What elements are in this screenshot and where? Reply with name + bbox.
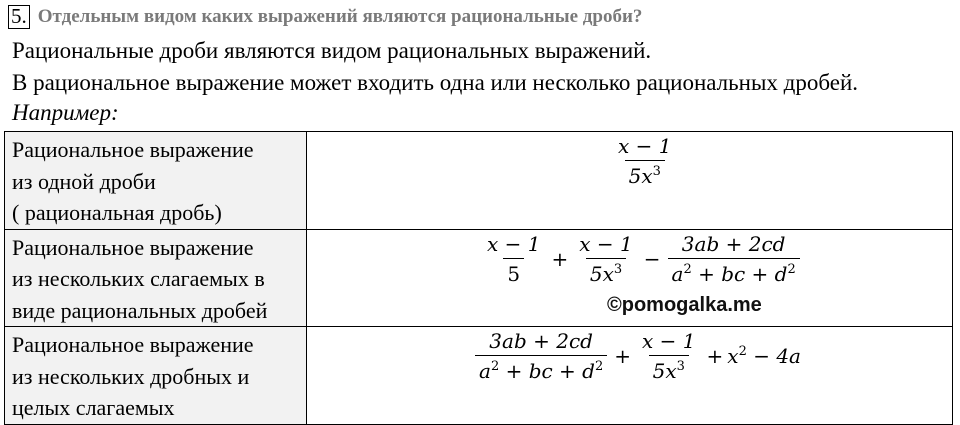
row-expression-cell <box>307 229 953 327</box>
row-label <box>5 229 307 327</box>
example-label: Например: <box>12 100 119 125</box>
integer-term: $x^2 - 4a$ <box>727 344 801 368</box>
label-line: виде рациональных дробей <box>12 297 268 323</box>
question-number: 5. <box>8 5 30 29</box>
question-text: Отдельным видом каких выражений являются рациональные дроби? <box>37 6 643 27</box>
label-line: из нескольких слагаемых в <box>12 266 265 291</box>
label-line: ( рациональная дробь) <box>12 200 222 225</box>
table-row <box>5 327 953 425</box>
row-label <box>5 327 307 425</box>
row-label <box>5 132 307 230</box>
fraction: $\frac{x - 1}{5x^3}$ <box>642 329 696 383</box>
paragraph-2: В рациональное выражение может входить одна или несколько рациональных дробей. <box>12 70 859 95</box>
mixed-expression: $\frac{3ab + 2cd}{a^2 + bc + d^2}$ + $\frac{x - 1}{5x^3}$ + $x^2 - 4a$ <box>472 329 801 383</box>
label-line: из одной дроби <box>12 168 156 194</box>
label-line: Рациональное выражение <box>12 234 254 260</box>
row-expression-cell <box>307 327 953 425</box>
fraction: $\frac{x - 1}{5x^3}$ <box>618 134 672 188</box>
fraction: $\frac{3ab + 2cd}{a^2 + bc + d^2}$ <box>668 232 800 286</box>
single-fraction-expression <box>611 134 678 188</box>
sum-of-fractions-expression: $\frac{x - 1}{5}$ + $\frac{x - 1}{5x^3}$ − $\frac{3ab + 2cd}{a^2 + bc + d^2}$ <box>480 232 803 286</box>
fraction: $\frac{3ab + 2cd}{a^2 + bc + d^2}$ <box>475 329 607 383</box>
row-expression-cell <box>307 132 953 230</box>
label-line: Рациональное выражение <box>12 137 254 162</box>
label-line: Рациональное выражение <box>12 332 254 357</box>
label-line: целых слагаемых <box>12 395 175 420</box>
label-line: из нескольких дробных и <box>12 363 250 389</box>
fraction: $\frac{x - 1}{5x^3}$ <box>579 231 633 286</box>
watermark: ©pomogalka.me <box>607 293 762 316</box>
examples-table <box>4 131 953 425</box>
question-heading <box>8 4 642 30</box>
paragraph-1: Рациональные дроби являются видом рациональных выражений. <box>12 38 652 63</box>
fraction: $\frac{x - 1}{5}$ <box>487 231 541 286</box>
table-row <box>5 229 953 327</box>
table-row <box>5 132 953 230</box>
